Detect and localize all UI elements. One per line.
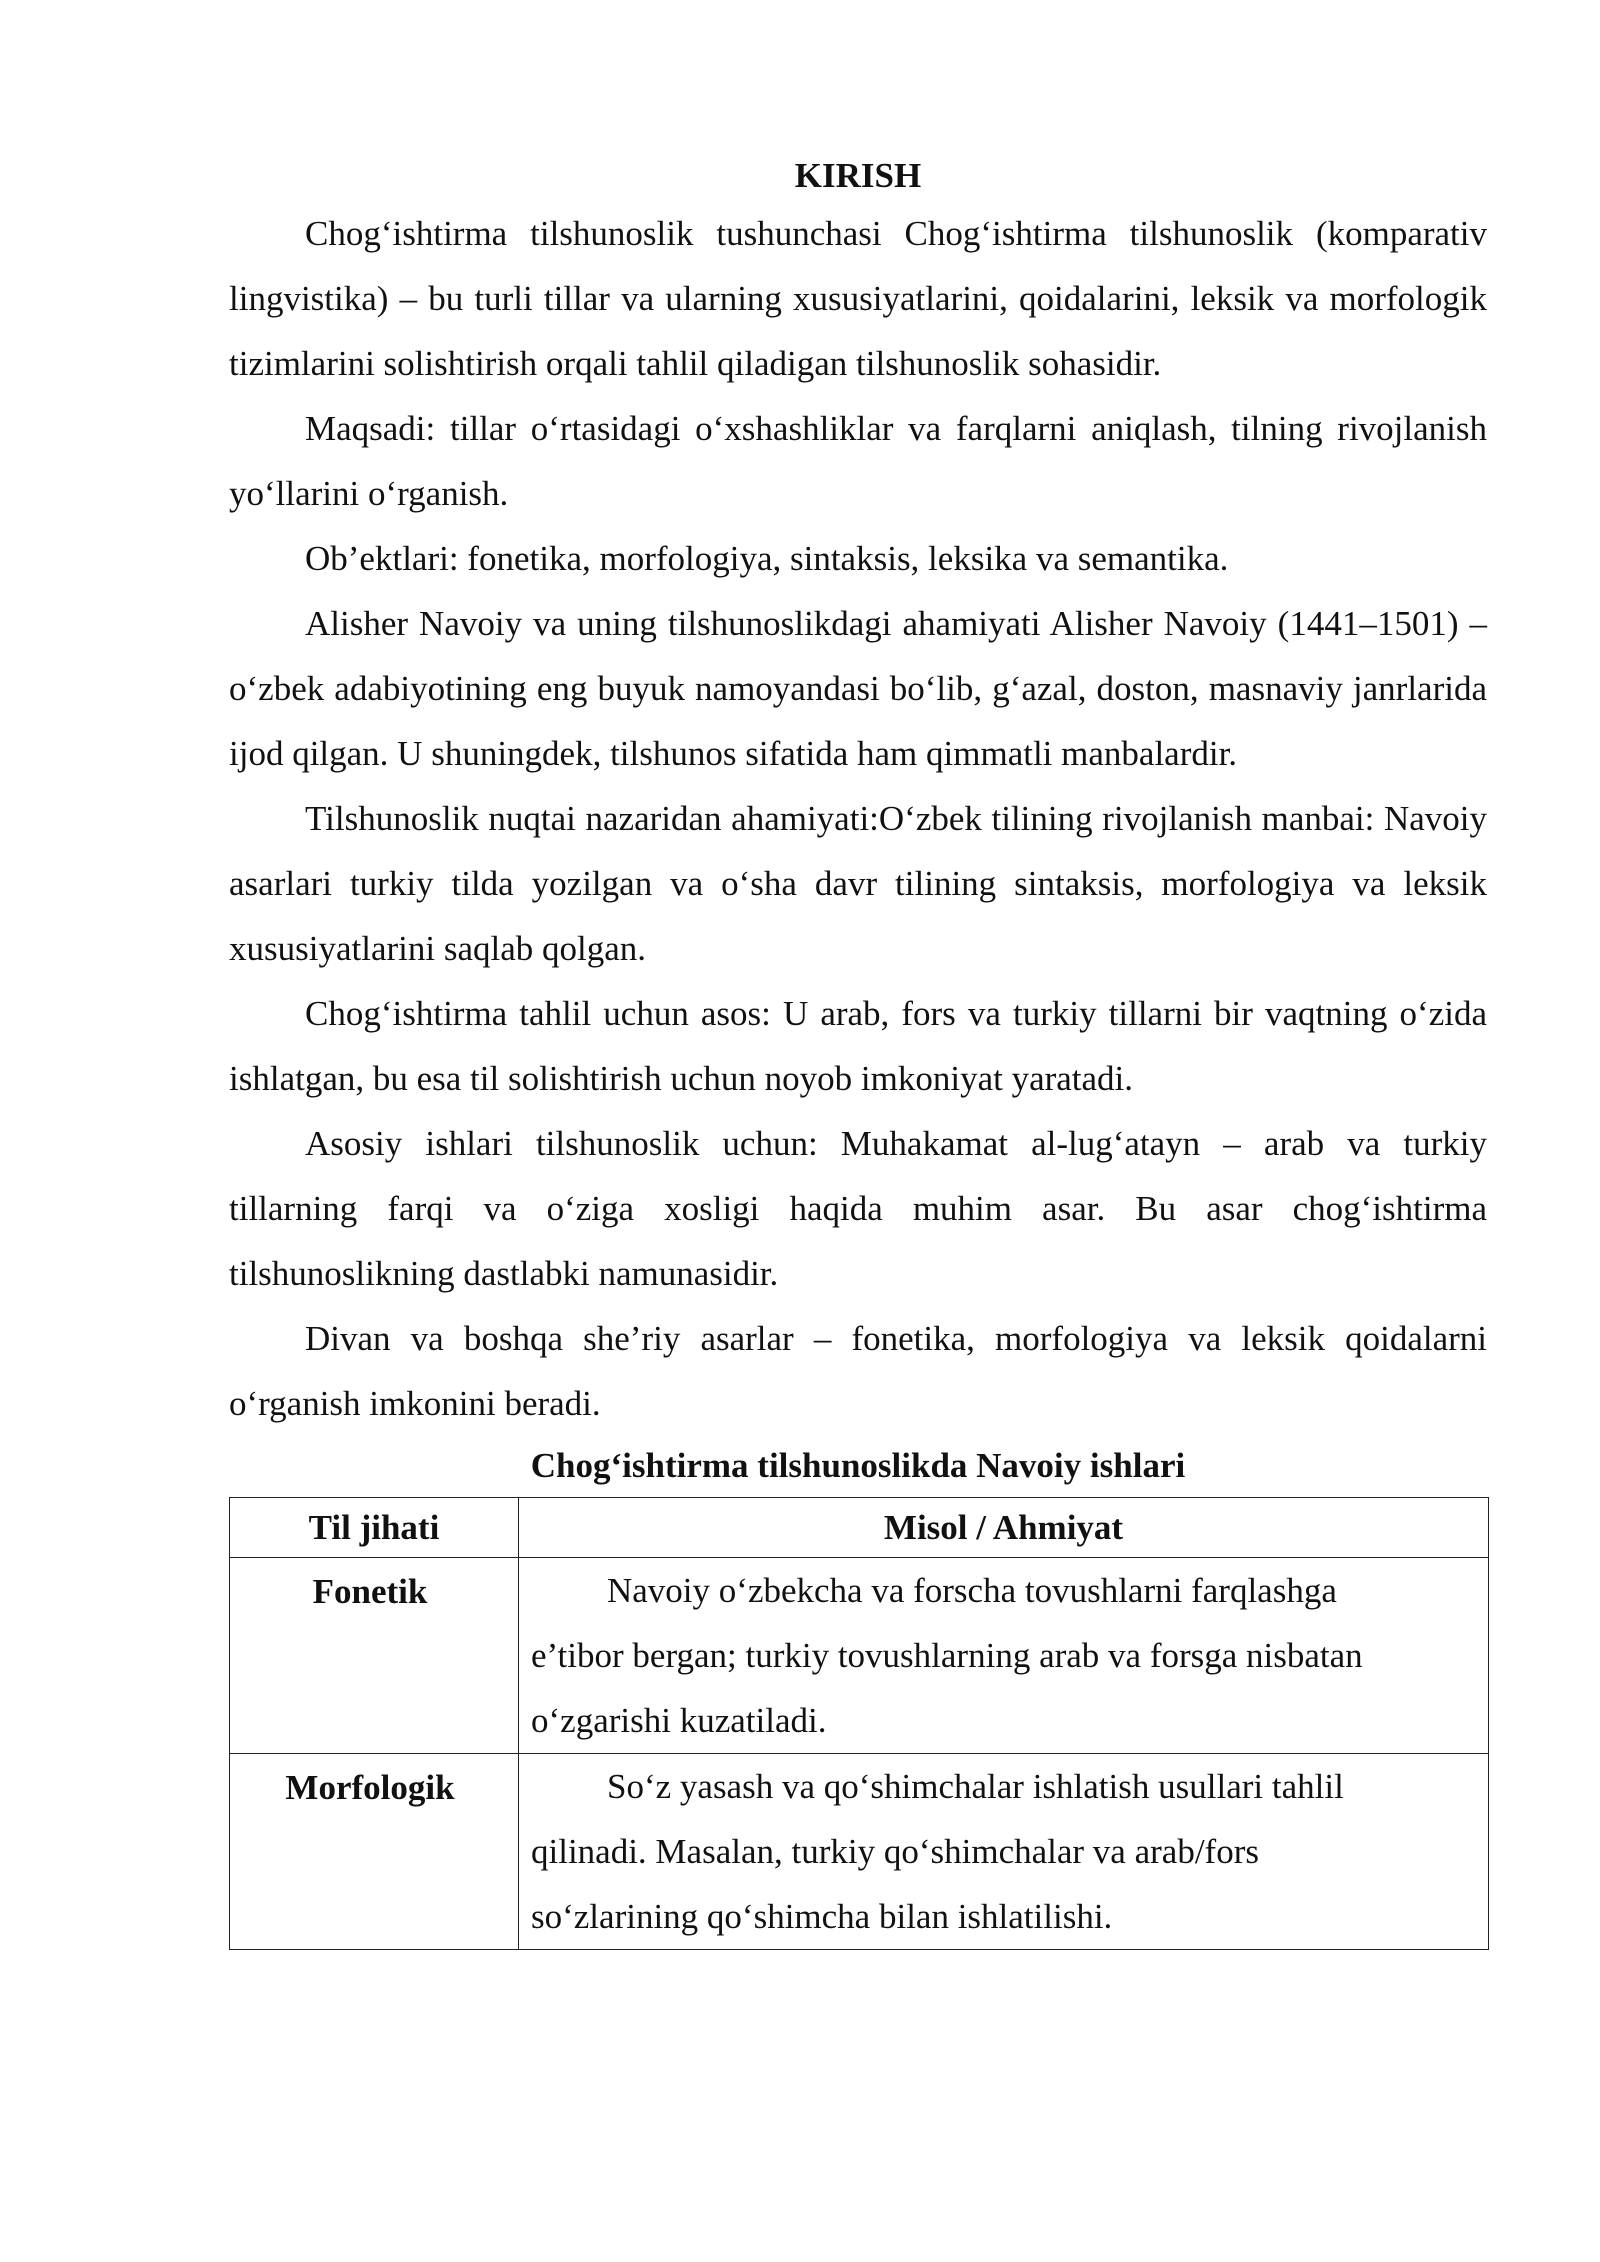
table-header-aspect: Til jihati: [230, 1498, 519, 1558]
paragraph-objects: Ob’ektlari: fonetika, morfologiya, sintaksis, leksika va semantika.: [305, 539, 1229, 578]
table-title: Chog‘ishtirma tilshunoslikda Navoiy ishlari: [530, 1446, 1186, 1485]
table-header-example: Misol / Ahmiyat: [519, 1498, 1489, 1558]
navoiy-works-table: [229, 1497, 1489, 1950]
table-row: [230, 1754, 1489, 1950]
page-heading: KIRISH: [794, 156, 922, 195]
table-cell-example: Navoiy o‘zbekcha va forscha tovushlarni farqlashga e’tibor bergan; turkiy tovushlarning arab va forsga nisbatan o‘zgarishi kuzatiladi.: [519, 1558, 1489, 1754]
paragraph-definition: Chog‘ishtirma tilshunoslik tushunchasi Chog‘ishtirma tilshunoslik (komparativ lingvistika) – bu turli tillar va ularning xususiyatlarini, qoidalarini, leksik va morfologik tizimlarini solishtirish orqali tahlil qiladigan tilshunoslik sohasidir.: [229, 214, 1487, 383]
paragraph-goal: Maqsadi: tillar o‘rtasidagi o‘xshashliklar va farqlarni aniqlash, tilning rivojlanish yo‘llarini o‘rganish.: [229, 409, 1487, 513]
paragraph-main-works: Asosiy ishlari tilshunoslik uchun: Muhakamat al-lug‘atayn – arab va turkiy tillarning farqi va o‘ziga xosligi haqida muhim asar. Bu asar chog‘ishtirma tilshunoslikning dastlabki namunasidir.: [229, 1124, 1487, 1293]
table-row: [230, 1558, 1489, 1754]
paragraph-navoiy: Alisher Navoiy va uning tilshunoslikdagi ahamiyati Alisher Navoiy (1441–1501) – o‘zbek adabiyotining eng buyuk namoyandasi bo‘lib, g‘azal, doston, masnaviy janrlarida ijod qilgan. U shuningdek, tilshunos sifatida ham qimmatli manbalardir.: [229, 604, 1487, 773]
paragraph-divan: Divan va boshqa she’riy asarlar – fonetika, morfologiya va leksik qoidalarni o‘rganish imkonini beradi.: [229, 1319, 1487, 1423]
table-cell-aspect: Fonetik: [230, 1558, 519, 1754]
table-cell-example: So‘z yasash va qo‘shimchalar ishlatish usullari tahlil qilinadi. Masalan, turkiy qo‘shimchalar va arab/fors so‘zlarining qo‘shimcha bilan ishlatilishi.: [519, 1754, 1489, 1950]
document-page: [229, 150, 1487, 1950]
table-cell-aspect: Morfologik: [230, 1754, 519, 1950]
table-header-row: [230, 1498, 1489, 1558]
paragraph-significance: Tilshunoslik nuqtai nazaridan ahamiyati:O‘zbek tilining rivojlanish manbai: Navoiy asarlari turkiy tilda yozilgan va o‘sha davr tilining sintaksis, morfologiya va leksik xususiyatlarini saqlab qolgan.: [229, 799, 1487, 968]
paragraph-comparative-basis: Chog‘ishtirma tahlil uchun asos: U arab, fors va turkiy tillarni bir vaqtning o‘zida ishlatgan, bu esa til solishtirish uchun noyob imkoniyat yaratadi.: [229, 994, 1487, 1098]
